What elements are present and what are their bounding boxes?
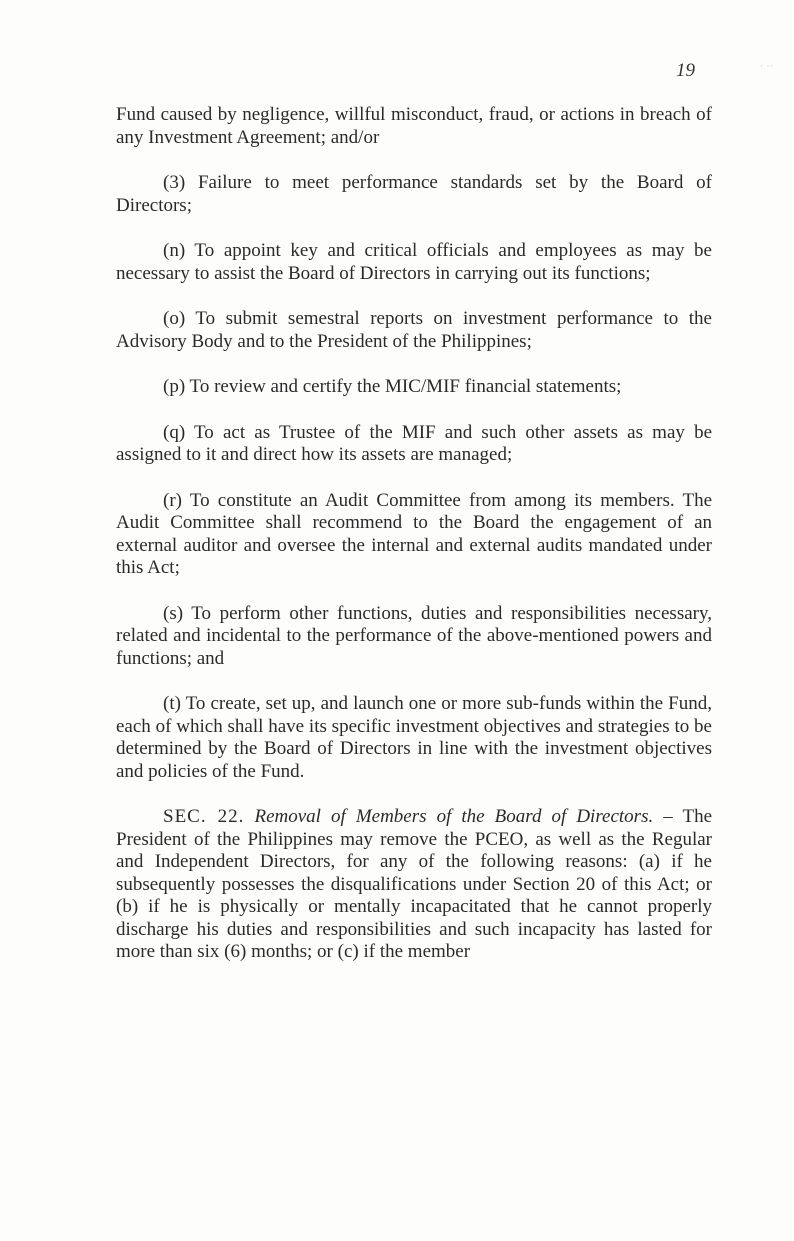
paragraph-item-o: (o) To submit semestral reports on investment performance to the Advisory Body and to the President of the Philippines; — [116, 308, 712, 352]
section-title: Removal of Members of the Board of Directors. — [254, 806, 654, 827]
section-22-paragraph — [116, 806, 712, 964]
paragraph-item-q: (q) To act as Trustee of the MIF and such other assets as may be assigned to it and direct how its assets are managed; — [116, 421, 712, 465]
paragraph-item-r: (r) To constitute an Audit Committee from among its members. The Audit Committee shall recommend to the Board the engagement of an external auditor and oversee the internal and external audits mandated under this Act; — [116, 489, 712, 578]
paragraph-item-3: (3) Failure to meet performance standards set by the Board of Directors; — [116, 172, 712, 216]
paragraph-fund-continuation: Fund caused by negligence, willful misconduct, fraud, or actions in breach of any Investment Agreement; and/or — [116, 104, 712, 148]
scan-mark: · ·· — [760, 62, 774, 71]
section-body: – The President of the Philippines may remove the PCEO, as well as the Regular and Independent Directors, for any of the following reasons: (a) if he subsequently possesses the disqualifications under Section 20 of this Act; or (b) if he is physically or mentally incapacitated that he cannot properly discharge his duties and responsibilities and such incapacity has lasted for more than six (6) months; or (c) if the member — [116, 806, 713, 962]
paragraph-item-s: (s) To perform other functions, duties and responsibilities necessary, related and incidental to the performance of the above-mentioned powers and functions; and — [116, 602, 712, 669]
paragraph-item-n: (n) To appoint key and critical officials and employees as may be necessary to assist the Board of Directors in carrying out its functions; — [116, 240, 712, 284]
paragraph-item-t: (t) To create, set up, and launch one or more sub-funds within the Fund, each of which shall have its specific investment objectives and strategies to be determined by the Board of Directors in line with the investment objectives and policies of the Fund. — [116, 693, 712, 782]
paragraph-item-p: (p) To review and certify the MIC/MIF financial statements; — [163, 376, 622, 397]
page-number: 19 — [676, 60, 695, 81]
document-body — [116, 104, 712, 987]
section-number: SEC. 22. — [163, 806, 245, 827]
